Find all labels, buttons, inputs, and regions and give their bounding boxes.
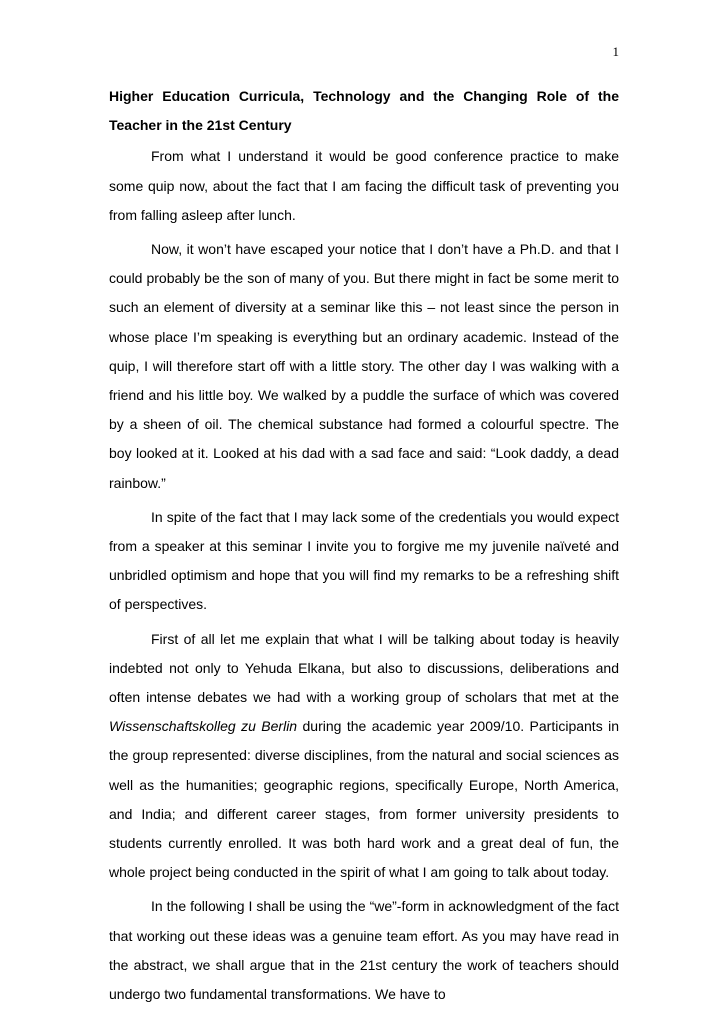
institution-name-italic: Wissenschaftskolleg zu Berlin [109, 718, 298, 735]
page-number: 1 [612, 44, 619, 59]
document-body [109, 82, 619, 1009]
paragraph-1: From what I understand it would be good conference practice to make some quip now, about the fact that I am facing the difficult task of preventing you from falling asleep after lunch. [109, 148, 619, 223]
document-title: Higher Education Curricula, Technology and the Changing Role of the Teacher in the 21st Century [109, 88, 619, 134]
paragraph-2: Now, it won’t have escaped your notice that I don’t have a Ph.D. and that I could probably be the son of many of you. But there might in fact be some merit to such an element of diversity at a seminar like this – not least since the person in whose place I’m speaking is everything but an ordinary academic. Instead of the quip, I will therefore start off with a little story. The other day I was walking with a friend and his little boy. We walked by a puddle the surface of which was covered by a sheen of oil. The chemical substance had formed a colourful spectre. The boy looked at it. Looked at his dad with a sad face and said: “Look daddy, a dead rainbow.” [109, 241, 619, 491]
paragraph-3: In spite of the fact that I may lack some of the credentials you would expect from a speaker at this seminar I invite you to forgive me my juvenile naïveté and unbridled optimism and hope that you will find my remarks to be a refreshing shift of perspectives. [109, 508, 619, 613]
paragraph-4-text-end: during the academic year 2009/10. Participants in the group represented: diverse disciplines, from the natural and social sciences as well as the humanities; geographic regions, specifically Europe, North America, and India; and different career stages, from former university presidents to students currently enrolled. It was both hard work and a great deal of fun, the whole project being conducted in the spirit of what I am going to talk about today. [109, 718, 619, 881]
paragraph-4-text-start: First of all let me explain that what I will be talking about today is heavily indebted not only to Yehuda Elkana, but also to discussions, deliberations and often intense debates we had with a working group of scholars that met at the [109, 630, 619, 706]
paragraph-5: In the following I shall be using the “we”-form in acknowledgment of the fact that working out these ideas was a genuine team effort. As you may have read in the abstract, we shall argue that in the 21st century the work of teachers should undergo two fundamental transformations. We have to [109, 898, 619, 1003]
paragraph-4 [109, 625, 619, 888]
